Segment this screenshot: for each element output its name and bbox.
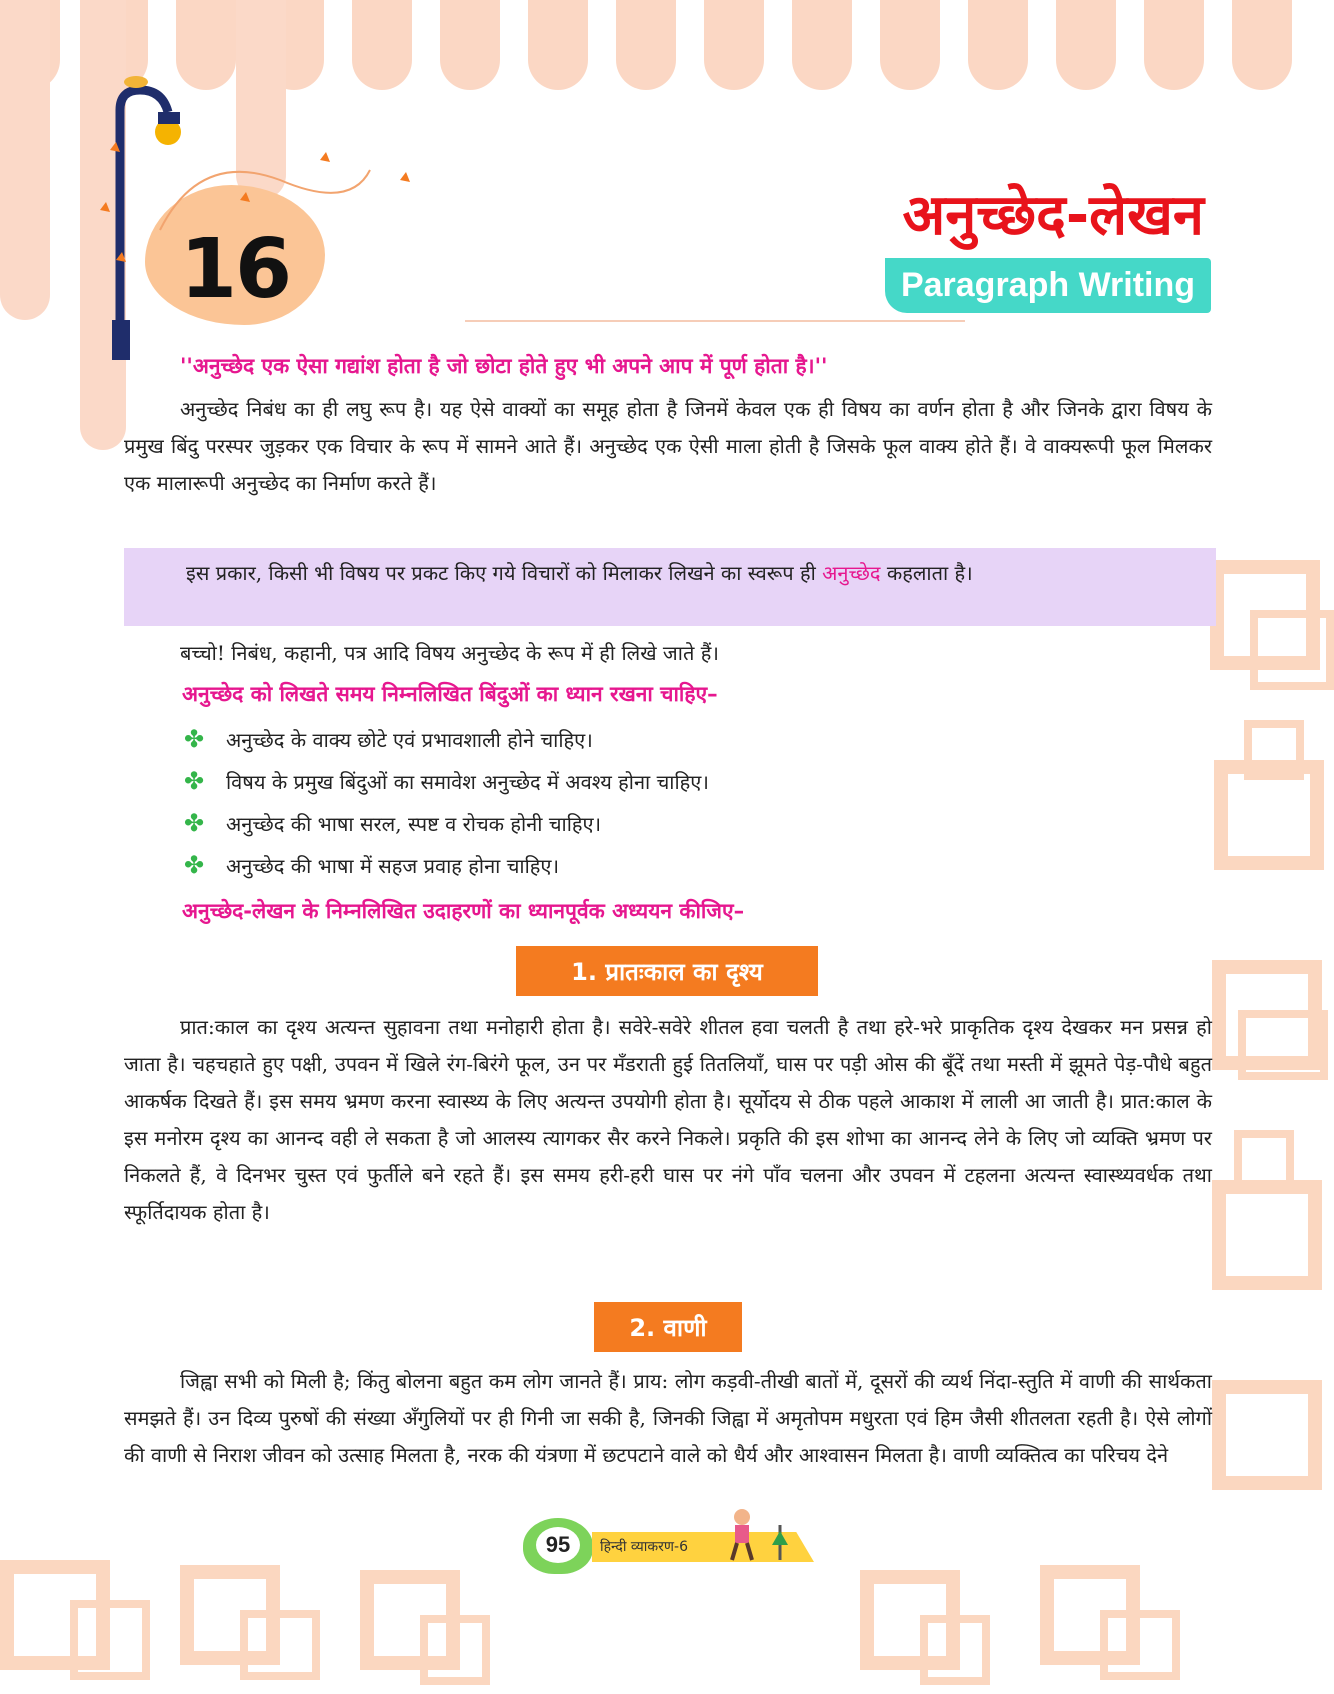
- book-title: हिन्दी व्याकरण-6: [600, 1539, 688, 1555]
- points-heading: अनुच्छेद को लिखते समय निम्नलिखित बिंदुओं का ध्यान रखना चाहिए–: [182, 682, 718, 706]
- topic-2-body: [124, 1363, 1212, 1474]
- walking-child-icon: [720, 1505, 800, 1565]
- list-item: [184, 725, 593, 753]
- highlight-keyword: अनुच्छेद: [822, 561, 881, 585]
- definition-quote: ''अनुच्छेद एक ऐसा गद्यांश होता है जो छोटा होते हुए भी अपने आप में पूर्ण होता है।'': [180, 354, 828, 378]
- children-note-text: बच्चो! निबंध, कहानी, पत्र आदि विषय अनुच्छेद के रूप में ही लिखे जाते हैं।: [180, 641, 719, 665]
- intro-text: अनुच्छेद निबंध का ही लघु रूप है। यह ऐसे वाक्यों का समूह होता है जिनमें केवल एक ही विषय का वर्णन होता है और जिनके द्वारा विषय के प्रमुख बिंदु परस्पर जुड़कर एक विचार के रूप में सामने आते हैं। अनुच्छेद एक ऐसी माला होती है जिसके फूल वाक्य होते हैं। वे वाक्यरूपी फूल मिलकर एक मालारूपी अनुच्छेद का निर्माण करते हैं।: [124, 397, 1212, 495]
- point-text: अनुच्छेद की भाषा सरल, स्पष्ट व रोचक होनी चाहिए।: [226, 811, 602, 836]
- list-item: [184, 851, 559, 879]
- topic-2-text: जिह्वा सभी को मिली है; किंतु बोलना बहुत कम लोग जानते हैं। प्राय: लोग कड़वी-तीखी बातों में, दूसरों की व्यर्थ निंदा-स्तुति में वाणी की सार्थकता समझते हैं। उन दिव्य पुरुषों की संख्या अँगुलियों पर ही गिनी जा सकी है, जिनकी जिह्वा में अमृतोपम मधुरता एवं हिम जैसी शीतलता रहती है। ऐसे लोगों की वाणी से निराश जीवन को उत्साह मिलता है, नरक की यंत्रणा में छटपटाने वाले को धैर्य और आश्वासन मिलता है। वाणी व्यक्तित्व का परिचय देने: [124, 1369, 1212, 1467]
- examples-heading: अनुच्छेद-लेखन के निम्नलिखित उदाहरणों का ध्यानपूर्वक अध्ययन कीजिए–: [182, 899, 745, 923]
- highlight-paragraph: [130, 555, 1210, 592]
- page-title-english: Paragraph Writing: [885, 258, 1211, 313]
- topic-1-body: [124, 1009, 1212, 1231]
- highlight-text-before: इस प्रकार, किसी भी विषय पर प्रकट किए गये विचारों को मिलाकर लिखने का स्वरूप ही: [186, 561, 823, 585]
- intro-paragraph: [124, 391, 1212, 502]
- title-divider: [465, 320, 965, 322]
- topic-1-heading: 1. प्रातःकाल का दृश्य: [516, 946, 818, 996]
- green-clover-icon: ✤: [184, 767, 205, 795]
- list-item: [184, 809, 601, 837]
- chapter-number: 16: [180, 222, 291, 317]
- point-text: अनुच्छेद के वाक्य छोटे एवं प्रभावशाली होने चाहिए।: [226, 727, 593, 752]
- topic-2-heading: 2. वाणी: [594, 1302, 742, 1352]
- point-text: विषय के प्रमुख बिंदुओं का समावेश अनुच्छेद में अवश्य होना चाहिए।: [226, 769, 709, 794]
- point-text: अनुच्छेद की भाषा में सहज प्रवाह होना चाहिए।: [226, 853, 560, 878]
- list-item: [184, 767, 709, 795]
- topic-1-text: प्रात:काल का दृश्य अत्यन्त सुहावना तथा मनोहारी होता है। सवेरे-सवेरे शीतल हवा चलती है तथा हरे-भरे प्राकृतिक दृश्य देखकर मन प्रसन्न हो जाता है। चहचहाते हुए पक्षी, उपवन में खिले रंग-बिरंगे फूल, उन पर मँडराती हुई तितलियाँ, घास पर पड़ी ओस की बूँदें तथा मस्ती में झूमते पेड़-पौधे बहुत आकर्षक दिखते हैं। इस समय भ्रमण करना स्वास्थ्य के लिए अत्यन्त उपयोगी होता है। सूर्योदय से ठीक पहले आकाश में लाली आ जाती है। प्रात:काल के इस मनोरम दृश्य का आनन्द वही ले सकता है जो आलस्य त्यागकर सैर करने निकले। प्रकृति की इस शोभा का आनन्द लेने के लिए जो व्यक्ति भ्रमण पर निकलते हैं, वे दिनभर चुस्त एवं फुर्तीले बने रहते हैं। इस समय हरी-हरी घास पर नंगे पाँव चलना और उपवन में टहलना अत्यन्त स्वास्थ्यवर्धक तथा स्फूर्तिदायक होता है।: [124, 1015, 1212, 1224]
- green-clover-icon: ✤: [184, 851, 205, 879]
- page-title-hindi: अनुच्छेद-लेखन: [902, 183, 1204, 248]
- green-clover-icon: ✤: [184, 809, 205, 837]
- children-note: [124, 635, 1212, 672]
- green-clover-icon: ✤: [184, 725, 205, 753]
- highlight-text-after: कहलाता है।: [880, 561, 973, 585]
- page-number: 95: [536, 1527, 580, 1563]
